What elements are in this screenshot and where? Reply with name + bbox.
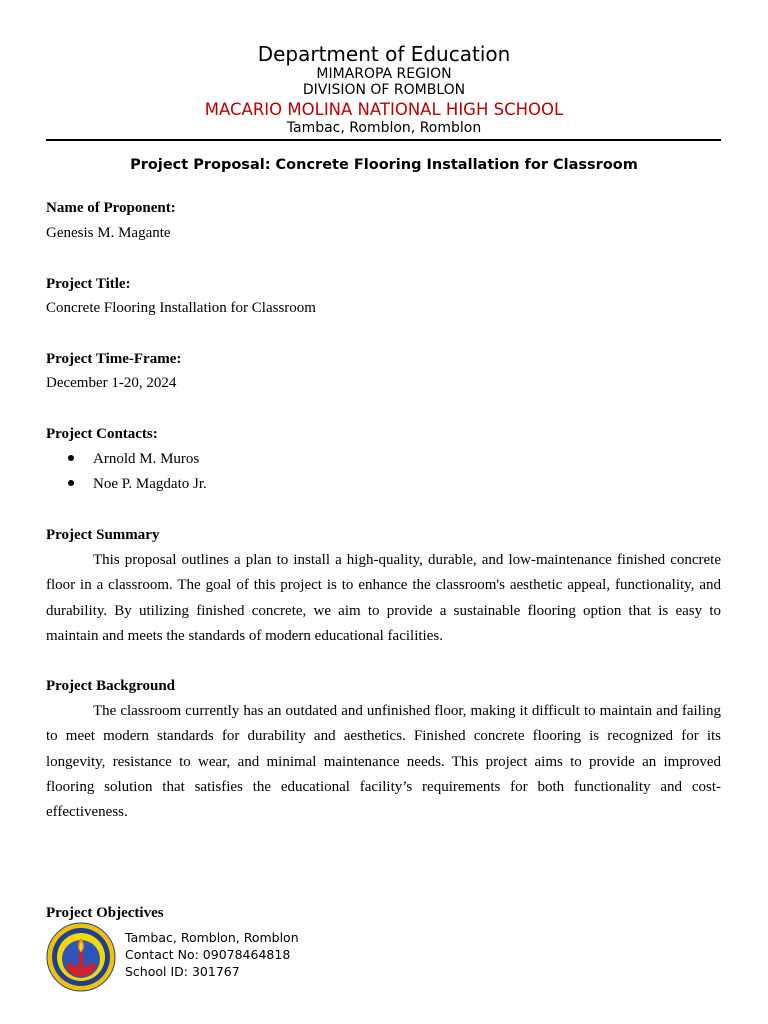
contact-name: Noe P. Magdato Jr. [93, 476, 207, 492]
timeframe-label: Project Time-Frame: [46, 351, 182, 367]
bullet-icon [68, 455, 74, 461]
footer-address: Tambac, Romblon, Romblon [125, 930, 299, 945]
school-seal-icon [46, 922, 116, 992]
proponent-label: Name of Proponent: [46, 200, 176, 216]
division-heading: DIVISION OF ROMBLON [302, 82, 466, 98]
header-divider [46, 139, 721, 141]
summary-paragraph: This proposal outlines a plan to install a high-quality, durable, and low-maintenance finished concrete floor in a classroom. The goal of this project is to enhance the classroom's aesthetic appeal, functionality, and durability. By utilizing finished concrete, we aim to provide a sustainable flooring option that is easy to maintain and meets the standards of modern educational facilities. [46, 552, 721, 644]
bullet-icon [68, 480, 74, 486]
contact-name: Arnold M. Muros [93, 451, 200, 467]
project-title-value: Concrete Flooring Installation for Classroom [46, 300, 316, 316]
footer-school-id: School ID: 301767 [125, 964, 240, 979]
contacts-list [46, 449, 207, 499]
proponent-value: Genesis M. Magante [46, 225, 171, 241]
contacts-label: Project Contacts: [46, 426, 158, 442]
timeframe-value: December 1-20, 2024 [46, 375, 177, 391]
department-heading: Department of Education [257, 42, 511, 66]
contact-list-item [46, 474, 207, 499]
contact-list-item [46, 449, 207, 474]
region-heading: MIMAROPA REGION [316, 66, 452, 82]
footer-contact: Contact No: 09078464818 [125, 947, 291, 962]
objectives-heading: Project Objectives [46, 905, 164, 921]
background-paragraph: The classroom currently has an outdated and unfinished floor, making it difficult to maintain and failing to meet modern standards for durability and aesthetics. Finished concrete flooring is recognized for its longevity, resistance to wear, and minimal maintenance needs. This project aims to provide an improved flooring solution that satisfies the educational facility’s requirements for both functionality and cost-effectiveness. [46, 703, 721, 821]
school-address-heading: Tambac, Romblon, Romblon [286, 120, 482, 136]
document-title: Project Proposal: Concrete Flooring Installation for Classroom [130, 157, 638, 173]
background-heading: Project Background [46, 678, 176, 694]
summary-heading: Project Summary [46, 527, 160, 543]
school-name-heading: MACARIO MOLINA NATIONAL HIGH SCHOOL [204, 100, 564, 119]
project-title-label: Project Title: [46, 276, 131, 292]
